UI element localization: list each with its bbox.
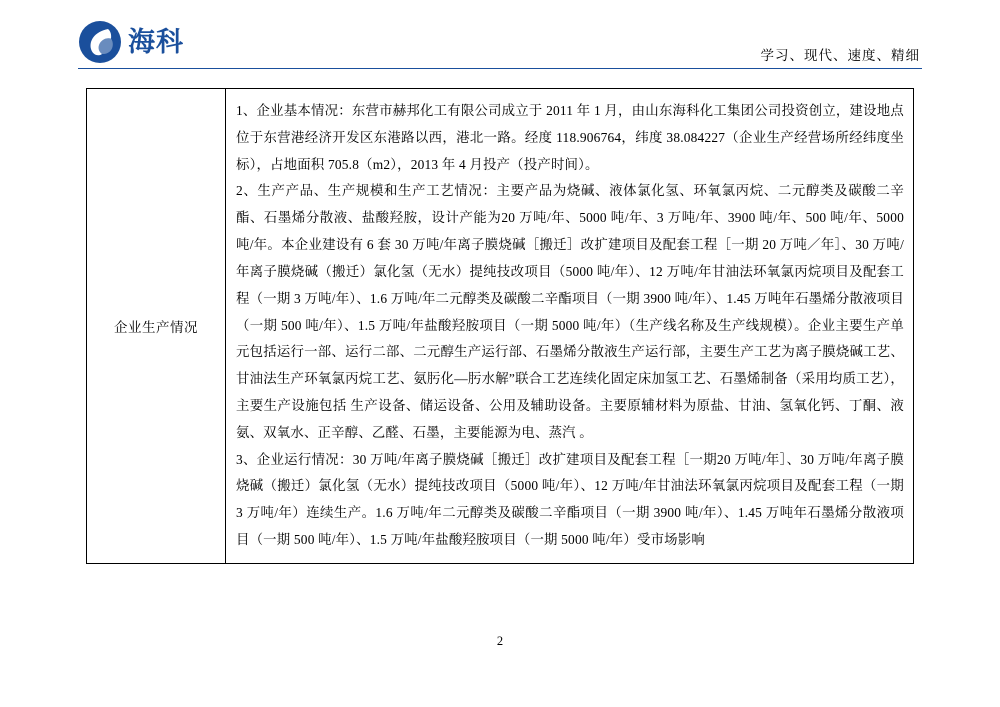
page-header: [0, 0, 1000, 78]
paragraph-products-and-process: 2、生产产品、生产规模和生产工艺情况：主要产品为烧碱、液体氯化氢、环氧氯丙烷、二元醇类及碳酸二辛酯、石墨烯分散液、盐酸羟胺，设计产能为20 万吨/年、5000 吨/年、3 万吨/年、3900 吨/年、500 吨/年、5000 吨/年。本企业建设有 6 套 30 万吨/年离子膜烧碱［搬迁］改扩建项目及配套工程［一期 20 万吨／年］、30 万吨/年离子膜烧碱（搬迁）氯化氢（无水）提纯技改项目（5000 吨/年）、12 万吨/年甘油法环氧氯丙烷项目及配套工程（一期 3 万吨/年）、1.6 万吨/年二元醇类及碳酸二辛酯项目（一期 3900 吨/年）、1.45 万吨年石墨烯分散液项目（一期 500 吨/年）、1.5 万吨/年盐酸羟胺项目（一期 5000 吨/年）（生产线名称及生产线规模）。企业主要生产单元包括运行一部、运行二部、二元醇生产运行部、石墨烯分散液生产运行部，主要生产工艺为离子膜烧碱工艺、甘油法生产环氧氯丙烷工艺、氨肟化—肟水解”联合工艺连续化固定床加氢工艺、石墨烯制备（采用均质工艺），主要生产设施包括 生产设备、储运设备、公用及辅助设备。主要原辅材料为原盐、甘油、氢氧化钙、丁酮、液氨、双氧水、正辛醇、乙醛、石墨，主要能源为电、蒸汽 。: [236, 183, 904, 440]
paragraph-operation-status: 3、企业运行情况：30 万吨/年离子膜烧碱［搬迁］改扩建项目及配套工程［一期20 万吨/年］、30 万吨/年离子膜烧碱（搬迁）氯化氢（无水）提纯技改项目（5000 吨/年）、12 万吨/年甘油法环氧氯丙烷项目及配套工程（一期 3 万吨/年）连续生产。1.6 万吨/年二元醇类及碳酸二辛酯项目（一期 3900 吨/年）、1.45 万吨年石墨烯分散液项目（一期 500 吨/年）、1.5 万吨/年盐酸羟胺项目（一期 5000 吨/年）受市场影响: [236, 451, 904, 547]
haike-swirl-logo-icon: [78, 20, 122, 64]
page-number: 2: [496, 634, 504, 648]
brand-logo: [78, 18, 258, 66]
header-slogan: 学习、现代、速度、精细: [760, 48, 920, 63]
header-divider: [78, 68, 922, 69]
row-label-production-status: 企业生产情况: [87, 89, 226, 564]
paragraph-basic-info: 1、企业基本情况：东营市赫邦化工有限公司成立于 2011 年 1 月，由山东海科化工集团公司投资创立，建设地点位于东营港经济开发区东港路以西，港北一路。经度 118.906764，纬度 38.084227（企业生产经营场所经纬度坐标），占地面积 705.8（m2），2013 年 4 月投产（投产时间）。: [236, 103, 904, 172]
row-body-production-status: [226, 89, 914, 564]
brand-name: 海科: [128, 26, 184, 57]
table-row: [87, 89, 914, 564]
content-table: [86, 88, 914, 564]
